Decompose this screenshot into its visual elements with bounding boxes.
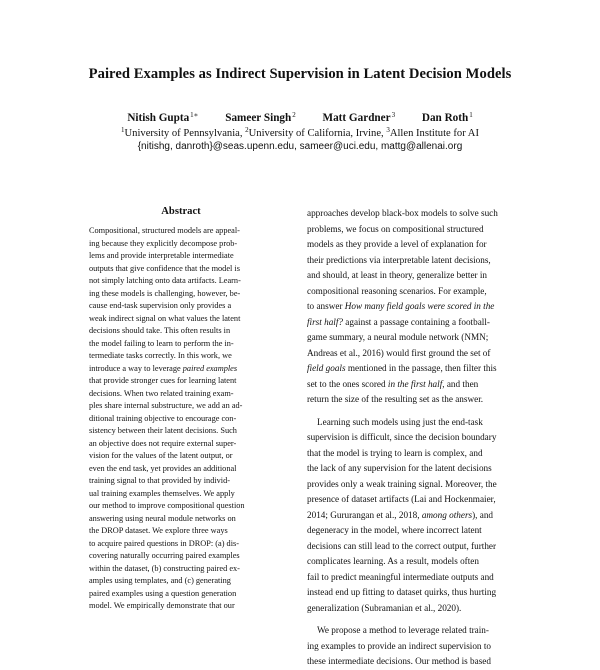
- abstract-line: weak indirect signal on what values the latent: [89, 313, 241, 323]
- author-nitish-gupta: Nitish Gupta$^{1∗}$: [127, 111, 199, 124]
- body-line: decisions can still lead to the correct output, further: [307, 540, 497, 551]
- abstract-line: decisions. When two related training exam-: [89, 388, 234, 398]
- abstract-body: [89, 225, 275, 613]
- author-list: [0, 111, 600, 124]
- body-line: to answer How many field goals were scored in the: [307, 301, 495, 311]
- abstract-line: outputs that give confidence that the model is: [89, 263, 240, 273]
- emphasis-question: How many field goals were scored in the: [344, 301, 495, 311]
- body-line: set to the ones scored in the first half, and then: [307, 378, 479, 389]
- abstract-line: ing because they explicitly decompose prob-: [89, 238, 238, 248]
- body-line: compositional reasoning scenarios. For example,: [307, 285, 487, 296]
- abstract-line: amples using templates, and (c) generating: [89, 576, 231, 585]
- abstract-line: that provide stronger cues for learning latent: [89, 376, 237, 385]
- body-line: supervision is difficult, since the decision boundary: [307, 432, 497, 442]
- body-line: generalization (Subramanian et al., 2020).: [307, 602, 462, 613]
- abstract-line: introduce a way to leverage paired examples: [89, 363, 238, 373]
- body-line: and should, at least in theory, generalize better in: [307, 270, 488, 280]
- abstract-heading: Abstract: [161, 206, 201, 217]
- body-line: first half? against a passage containing a football-: [307, 316, 490, 327]
- body-line: the lack of any supervision for the latent decisions: [307, 463, 492, 473]
- abstract-line: sistency between their latent decisions. Such: [89, 426, 237, 435]
- body-line: ing examples to provide an indirect supervision to: [307, 640, 491, 651]
- author-dan-roth: Dan Roth$^1$: [421, 111, 473, 124]
- body-line: presence of dataset artifacts (Lai and Hockenmaier,: [307, 494, 496, 504]
- abstract-line: to acquire paired questions in DROP: (a) dis-: [89, 538, 240, 548]
- abstract-line: termediate tasks correctly. In this work, we: [89, 351, 232, 360]
- abstract-line: ing these models is challenging, however, be-: [89, 288, 241, 298]
- abstract-line: the DROP dataset. We explore three ways: [89, 526, 228, 535]
- body-line: degeneracy in the model, where incorrect latent: [307, 525, 482, 535]
- author-emails: {nitishg, danroth}@seas.upenn.edu, sameer@uci.edu, mattg@allenai.org: [137, 141, 463, 152]
- abstract-line: lems and provide interpretable intermediate: [89, 251, 234, 260]
- abstract-line: answering using neural module networks on: [89, 513, 236, 523]
- body-line: 2014; Gururangan et al., 2018, among others), and: [307, 509, 494, 520]
- emphasis-in-first-half: in the first half: [387, 378, 443, 389]
- body-line: approaches develop black-box models to solve such: [307, 208, 498, 218]
- paper-title: Paired Examples as Indirect Supervision in Latent Decision Models: [88, 66, 512, 82]
- body-line: models as they provide a level of explanation for: [307, 239, 487, 249]
- abstract-line: not simply latching onto data artifacts. Learn-: [89, 276, 241, 285]
- abstract-line: covering naturally occurring paired examples: [89, 551, 240, 560]
- abstract-line: cause end-task supervision only provides a: [89, 301, 232, 310]
- body-line: game summary, a neural module network (NMN;: [307, 332, 489, 342]
- body-line: provides only a weak training signal. Moreover, the: [307, 478, 497, 489]
- body-line: instead end up fitting to dataset quirks, thus hurting: [307, 587, 497, 597]
- abstract-line: Compositional, structured models are appeal-: [89, 226, 240, 235]
- body-line: Learning such models using just the end-task: [317, 416, 483, 427]
- abstract-line: training signal to that provided by individ-: [89, 476, 231, 485]
- abstract-line: even the end task, yet provides an additional: [89, 463, 237, 473]
- body-line: We propose a method to leverage related train-: [317, 625, 489, 635]
- emphasis-first-half-question: first half?: [307, 316, 343, 327]
- abstract-line: the model failing to learn to perform the in-: [89, 338, 234, 348]
- author-sameer-singh: Sameer Singh$^2$: [225, 111, 296, 124]
- abstract-line: an objective does not require external super-: [89, 438, 237, 448]
- abstract-line: ual training examples themselves. We apply: [89, 488, 235, 498]
- abstract-line: vision for the values of the latent output, or: [89, 451, 233, 460]
- abstract-line: our method to improve compositional question: [89, 501, 245, 510]
- abstract-line: decisions should take. This often results in: [89, 326, 231, 335]
- body-line: that the model is trying to learn is complex, and: [307, 447, 483, 458]
- author-matt-gardner: Matt Gardner$^3$: [322, 111, 396, 124]
- body-line: complicates learning. As a result, models often: [307, 556, 479, 566]
- body-line: their predictions via interpretable latent decisions,: [307, 254, 491, 265]
- emphasis-field-goals: field goals: [307, 363, 346, 373]
- abstract-line: ditional training objective to encourage con-: [89, 413, 237, 423]
- paragraph-gap: [307, 616, 511, 623]
- abstract-line: paired examples using a question generation: [89, 588, 237, 598]
- body-line: field goals mentioned in the passage, then filter this: [307, 363, 497, 373]
- affiliations: $^1$University of Pennsylvania, $^2$University of California, Irvine, $^3$Allen Institute for AI: [121, 126, 479, 139]
- body-line: fail to predict meaningful intermediate outputs and: [307, 571, 494, 582]
- abstract-line: model. We empirically demonstrate that our: [89, 601, 235, 610]
- body-line: return the size of the resulting set as the answer.: [307, 394, 484, 404]
- emphasis-paired-examples: paired examples: [182, 363, 238, 373]
- paragraph-gap: [307, 408, 511, 415]
- body-line: Andreas et al., 2016) would first ground the set of: [307, 347, 491, 358]
- body-line: problems, we focus on compositional structured: [307, 223, 484, 234]
- body-line: these intermediate decisions. Our method is based: [307, 656, 491, 666]
- abstract-line: within the dataset, (b) constructing paired ex-: [89, 563, 240, 573]
- abstract-line: ples share internal substructure, we add an ad-: [89, 401, 243, 410]
- emphasis-among-others: among others: [421, 509, 473, 520]
